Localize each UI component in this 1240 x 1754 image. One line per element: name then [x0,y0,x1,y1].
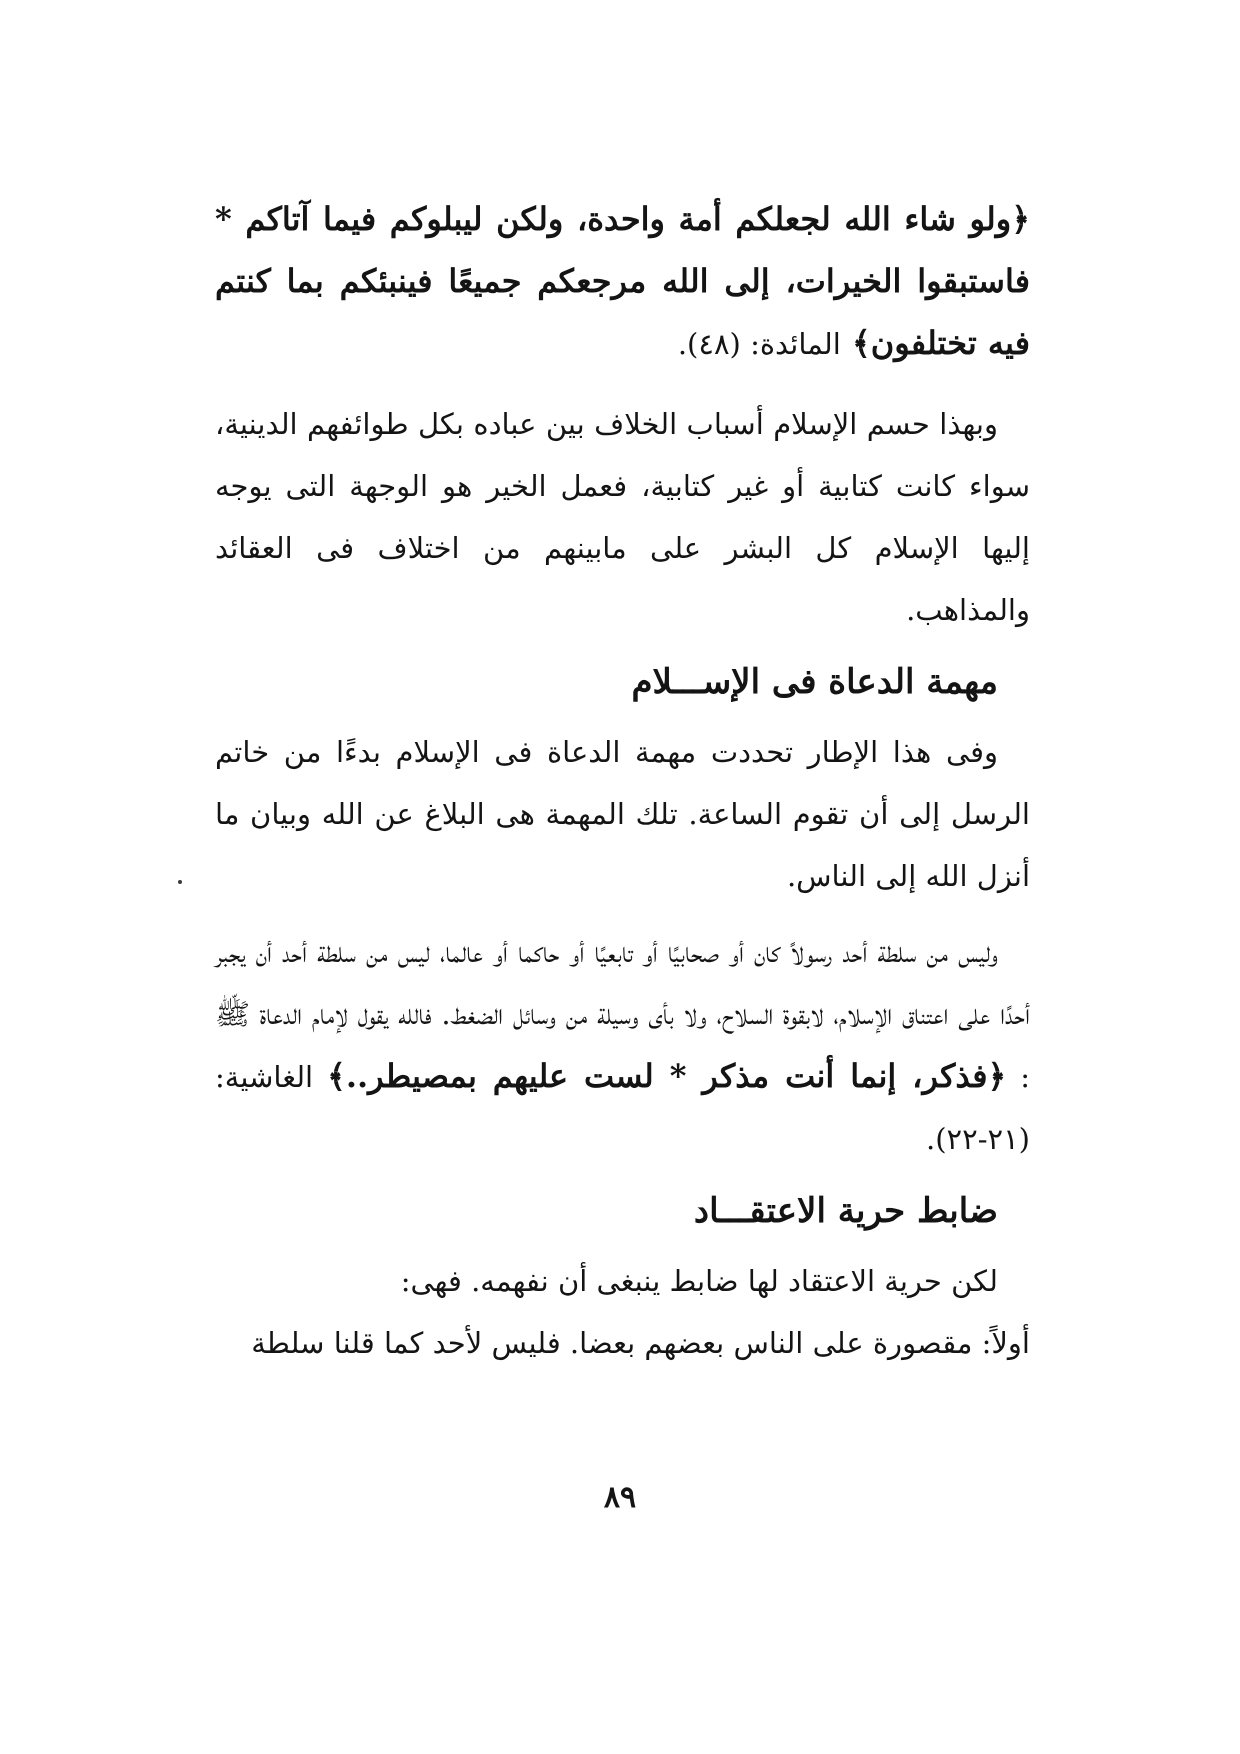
page-number: ٨٩ [603,1480,637,1515]
scan-speck [178,880,182,884]
quran-verse-block [215,188,1030,375]
page-body [215,188,1030,1374]
paragraph: وفى هذا الإطار تحددت مهمة الدعاة فى الإسلام بدءًا من خاتم الرسل إلى أن تقوم الساعة. تلك المهمة هى البلاغ عن الله وبيان ما أنزل الله إلى الناس. [215,735,1030,893]
section-heading: ضابط حرية الاعتقـــاد [693,1191,998,1231]
section-heading: مهمة الدعاة فى الإســـلام [631,662,998,702]
paragraph [215,921,1030,1170]
quran-quote: ﴿فذكر، إنما أنت مذكر * لست عليهم بمصيطر..﴾ [327,1057,1007,1095]
verse-reference: المائدة: (٤٨). [677,327,841,361]
paragraph: وبهذا حسم الإسلام أسباب الخلاف بين عباده بكل طوائفهم الدينية، سواء كانت كتابية أو غير كتابية، فعمل الخير هو الوجهة التى يوجه إليها الإسلام كل البشر على مابينهم من اختلاف فى العقائد والمذاهب. [215,407,1030,627]
paragraph-text: وليس من سلطة أحد رسولاً كان أو صحابيًا أو تابعيًا أو حاكما أو عالما، ليس من سلطة أحد أن يجبر أحدًا على اعتناق الإسلام، لابقوة السلاح، ولا بأى وسيلة من وسائل الضغط. فالله يقول لإمام الدعاة ﷺ : [215,935,1031,1094]
paragraph: أولاً: مقصورة على الناس بعضهم بعضا. فليس لأحد كما قلنا سلطة [251,1326,1030,1360]
quran-verse-text: ﴿ولو شاء الله لجعلكم أمة واحدة، ولكن ليبلوكم فيما آتاكم * فاستبقوا الخيرات، إلى الله مرجعكم جميعًا فينبئكم بما كنتم فيه تختلفون﴾ [215,200,1030,362]
quote-reference: الغاشية:(٢١-٢٢). [215,1060,1030,1156]
paragraph: لكن حرية الاعتقاد لها ضابط ينبغى أن نفهمه. فهى: [400,1264,998,1298]
